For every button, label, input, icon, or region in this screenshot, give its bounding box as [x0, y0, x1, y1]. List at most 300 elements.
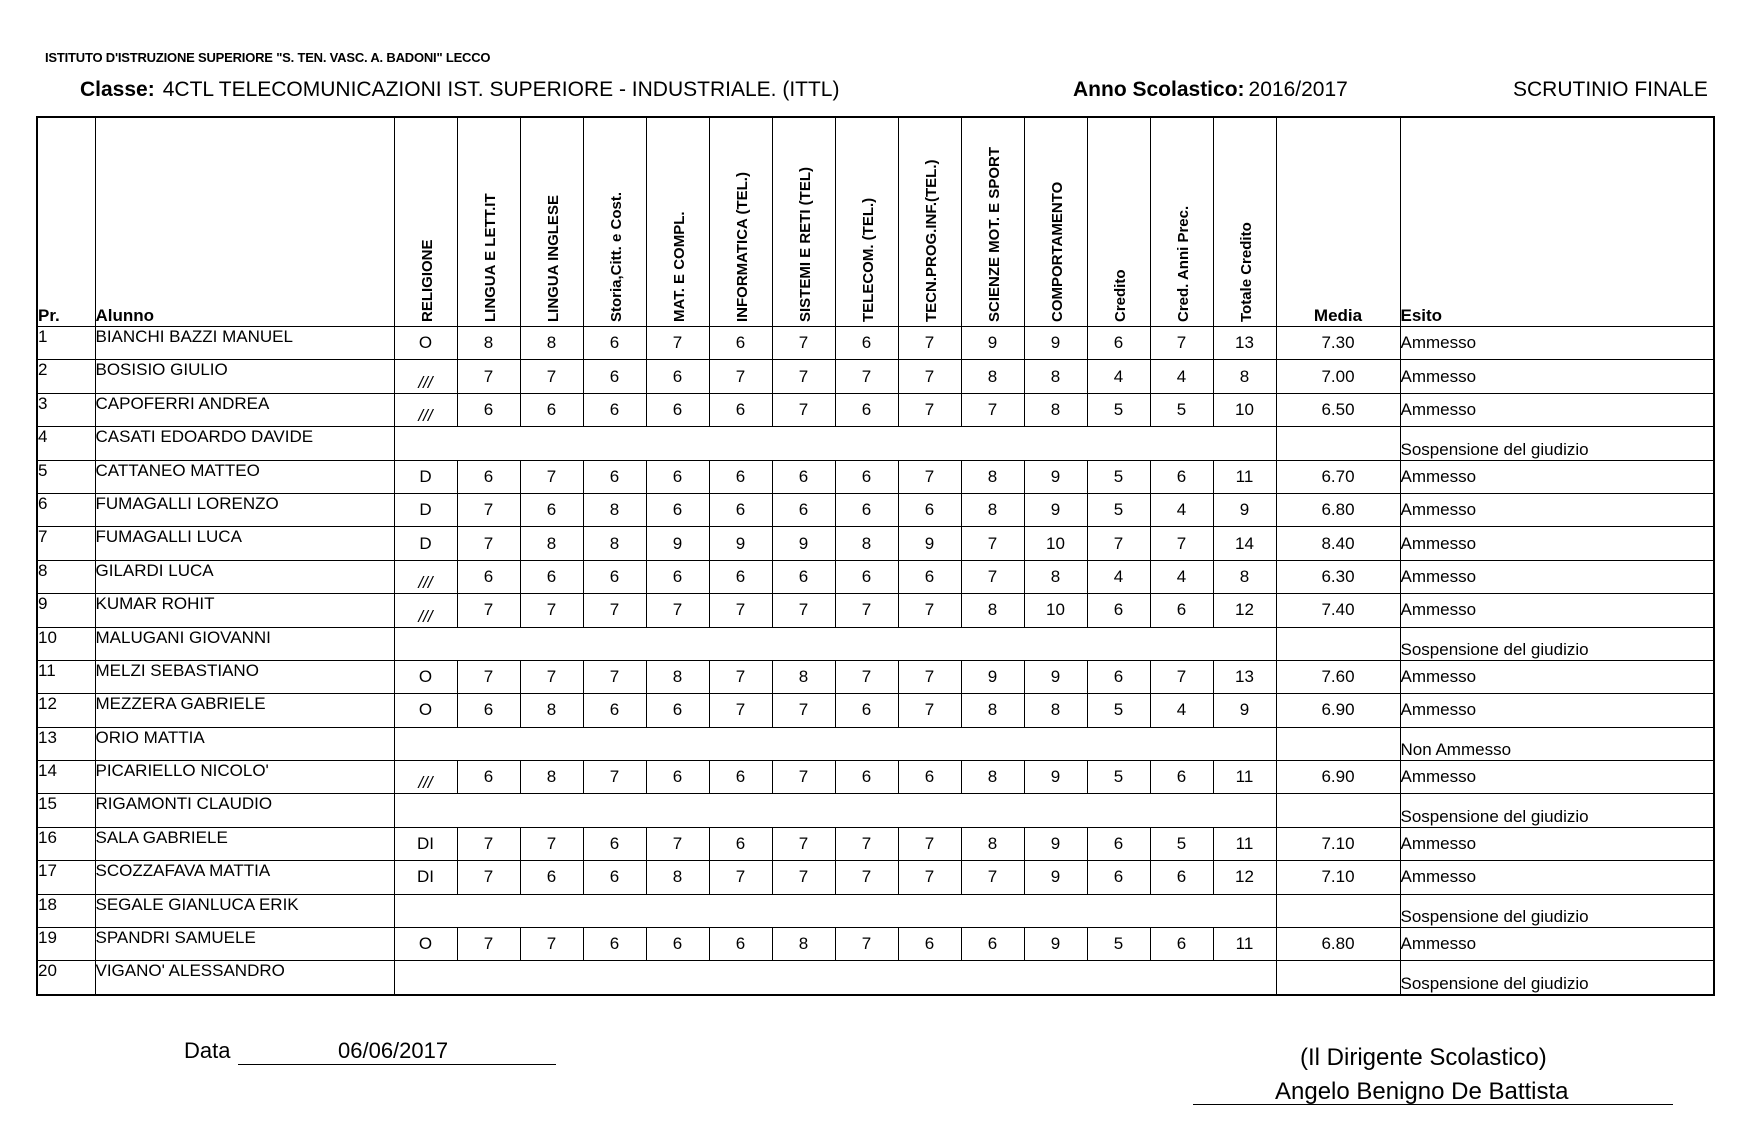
- average-value: 7.30: [1276, 327, 1400, 360]
- column-header-subject: [1150, 117, 1213, 327]
- table-row: [37, 527, 1714, 560]
- grade-cell: 6: [646, 761, 709, 794]
- student-name: CASATI EDOARDO DAVIDE: [95, 427, 394, 460]
- row-number: 11: [37, 660, 95, 693]
- grade-cell: 7: [961, 861, 1024, 894]
- grade-cell: 6: [709, 928, 772, 961]
- grade-cell: 6: [898, 560, 961, 593]
- grade-cell: 7: [772, 761, 835, 794]
- grade-cell: 7: [835, 827, 898, 860]
- grade-cell: 5: [1150, 827, 1213, 860]
- grade-cell: 9: [1024, 861, 1087, 894]
- grade-cell: 6: [1150, 761, 1213, 794]
- grade-cell: 8: [1024, 694, 1087, 727]
- grade-cell: 6: [457, 694, 520, 727]
- grade-cell: 7: [898, 460, 961, 493]
- outcome-value: Sospensione del giudizio: [1400, 627, 1714, 660]
- grade-cell: 7: [457, 928, 520, 961]
- row-number: 17: [37, 861, 95, 894]
- grade-cell: 7: [772, 827, 835, 860]
- grade-cell: 5: [1087, 928, 1150, 961]
- grade-cell: 7: [898, 360, 961, 393]
- grade-cell: 7: [772, 393, 835, 426]
- grade-cell: 6: [772, 460, 835, 493]
- grade-cell: 6: [583, 460, 646, 493]
- class-label: Classe:: [80, 78, 155, 101]
- grade-cell: 6: [898, 761, 961, 794]
- grade-cell: 6: [1150, 861, 1213, 894]
- grade-cell: 6: [898, 493, 961, 526]
- row-number: 12: [37, 694, 95, 727]
- table-header-row: [37, 117, 1714, 327]
- grade-cell: 6: [1087, 594, 1150, 627]
- outcome-value: Ammesso: [1400, 527, 1714, 560]
- religion-grade: ///: [394, 761, 457, 794]
- grade-cell: 7: [709, 660, 772, 693]
- grade-cell: 7: [898, 861, 961, 894]
- outcome-value: Ammesso: [1400, 460, 1714, 493]
- grade-cell: 7: [583, 761, 646, 794]
- grade-cell: 8: [961, 493, 1024, 526]
- outcome-value: Ammesso: [1400, 694, 1714, 727]
- outcome-value: Ammesso: [1400, 393, 1714, 426]
- grade-cell: 5: [1087, 761, 1150, 794]
- average-value: [1276, 794, 1400, 827]
- table-row: [37, 493, 1714, 526]
- grade-cell: 7: [961, 560, 1024, 593]
- table-row: [37, 327, 1714, 360]
- grade-cell: 8: [520, 694, 583, 727]
- grade-cell: 6: [772, 493, 835, 526]
- grade-cell: 6: [709, 560, 772, 593]
- student-name: BIANCHI BAZZI MANUEL: [95, 327, 394, 360]
- grade-cell: 6: [457, 560, 520, 593]
- grade-cell: 4: [1150, 493, 1213, 526]
- grade-cell: 4: [1087, 360, 1150, 393]
- religion-grade: ///: [394, 360, 457, 393]
- grade-cell: 6: [709, 761, 772, 794]
- column-header-subject: [1087, 117, 1150, 327]
- grade-cell: 7: [772, 360, 835, 393]
- grade-cell: 7: [457, 594, 520, 627]
- column-header-esito: Esito: [1400, 117, 1714, 327]
- grade-cell: 6: [835, 761, 898, 794]
- school-year-line: [1073, 78, 1348, 102]
- grade-cell: 7: [646, 827, 709, 860]
- grade-cell: 6: [1150, 594, 1213, 627]
- subject-label: RELIGIONE: [418, 239, 436, 322]
- outcome-value: Ammesso: [1400, 660, 1714, 693]
- grade-cell: 6: [520, 493, 583, 526]
- empty-grades-cell: [394, 794, 1276, 827]
- grade-cell: 5: [1150, 393, 1213, 426]
- grade-cell: 6: [457, 460, 520, 493]
- column-header-subject: [394, 117, 457, 327]
- signature-line: [1193, 1104, 1673, 1105]
- grade-cell: 7: [898, 827, 961, 860]
- grade-cell: 4: [1150, 694, 1213, 727]
- grade-cell: 6: [1150, 460, 1213, 493]
- religion-grade: DI: [394, 861, 457, 894]
- outcome-value: Sospensione del giudizio: [1400, 894, 1714, 927]
- average-value: 6.30: [1276, 560, 1400, 593]
- religion-grade: O: [394, 660, 457, 693]
- religion-grade: ///: [394, 393, 457, 426]
- outcome-value: Ammesso: [1400, 594, 1714, 627]
- grade-cell: 8: [961, 827, 1024, 860]
- student-name: KUMAR ROHIT: [95, 594, 394, 627]
- average-value: [1276, 627, 1400, 660]
- grade-cell: 6: [646, 393, 709, 426]
- outcome-value: Ammesso: [1400, 327, 1714, 360]
- date-underline: [238, 1064, 556, 1065]
- grade-cell: 8: [520, 761, 583, 794]
- grade-cell: 7: [520, 928, 583, 961]
- grade-cell: 7: [898, 594, 961, 627]
- table-row: [37, 827, 1714, 860]
- average-value: 6.80: [1276, 493, 1400, 526]
- column-header-subject: [1213, 117, 1276, 327]
- row-number: 14: [37, 761, 95, 794]
- student-name: RIGAMONTI CLAUDIO: [95, 794, 394, 827]
- grade-cell: 12: [1213, 861, 1276, 894]
- average-value: [1276, 427, 1400, 460]
- average-value: 6.90: [1276, 694, 1400, 727]
- grade-cell: 6: [772, 560, 835, 593]
- grade-cell: 8: [961, 594, 1024, 627]
- row-number: 10: [37, 627, 95, 660]
- row-number: 15: [37, 794, 95, 827]
- grade-cell: 7: [772, 861, 835, 894]
- grade-cell: 8: [961, 694, 1024, 727]
- grade-cell: 6: [583, 928, 646, 961]
- subject-label: LINGUA INGLESE: [544, 195, 562, 322]
- grade-cell: 7: [1150, 660, 1213, 693]
- table-row: [37, 460, 1714, 493]
- grade-cell: 7: [1087, 527, 1150, 560]
- student-name: MEZZERA GABRIELE: [95, 694, 394, 727]
- school-year-label: Anno Scolastico:: [1073, 78, 1245, 101]
- grade-cell: 7: [457, 827, 520, 860]
- grade-cell: 6: [709, 393, 772, 426]
- student-name: CATTANEO MATTEO: [95, 460, 394, 493]
- grade-cell: 9: [772, 527, 835, 560]
- grade-cell: 7: [583, 594, 646, 627]
- table-row: [37, 660, 1714, 693]
- grade-cell: 6: [583, 360, 646, 393]
- grade-cell: 5: [1087, 393, 1150, 426]
- principal-title: (Il Dirigente Scolastico): [1300, 1044, 1547, 1071]
- grade-cell: 11: [1213, 827, 1276, 860]
- row-number: 16: [37, 827, 95, 860]
- grade-cell: 7: [961, 393, 1024, 426]
- grade-cell: 11: [1213, 928, 1276, 961]
- grade-cell: 7: [709, 861, 772, 894]
- grade-cell: 6: [1087, 827, 1150, 860]
- grade-cell: 9: [961, 660, 1024, 693]
- subject-label: SISTEMI E RETI (TEL): [796, 166, 814, 322]
- student-name: GILARDI LUCA: [95, 560, 394, 593]
- table-row: [37, 627, 1714, 660]
- grade-cell: 9: [1024, 460, 1087, 493]
- grade-cell: 7: [898, 327, 961, 360]
- grade-cell: 6: [835, 327, 898, 360]
- grade-cell: 6: [646, 694, 709, 727]
- grade-cell: 6: [835, 493, 898, 526]
- student-name: SALA GABRIELE: [95, 827, 394, 860]
- grade-cell: 6: [835, 694, 898, 727]
- column-header-subject: [772, 117, 835, 327]
- grade-cell: 6: [835, 560, 898, 593]
- grade-cell: 7: [835, 360, 898, 393]
- grade-cell: 7: [772, 327, 835, 360]
- grade-cell: 7: [1150, 527, 1213, 560]
- student-name: SPANDRI SAMUELE: [95, 928, 394, 961]
- table-row: [37, 727, 1714, 760]
- column-header-media: Media: [1276, 117, 1400, 327]
- grade-cell: 6: [520, 393, 583, 426]
- outcome-value: Ammesso: [1400, 560, 1714, 593]
- grade-cell: 8: [457, 327, 520, 360]
- row-number: 8: [37, 560, 95, 593]
- grade-cell: 8: [646, 660, 709, 693]
- grade-cell: 7: [961, 527, 1024, 560]
- grade-cell: 8: [520, 327, 583, 360]
- grade-cell: 7: [457, 861, 520, 894]
- grade-cell: 6: [583, 861, 646, 894]
- grade-cell: 7: [457, 527, 520, 560]
- religion-grade: O: [394, 327, 457, 360]
- grade-cell: 9: [1213, 694, 1276, 727]
- class-value: 4CTL TELECOMUNICAZIONI IST. SUPERIORE - INDUSTRIALE. (ITTL): [162, 78, 840, 101]
- table-row: [37, 761, 1714, 794]
- grade-cell: 6: [583, 560, 646, 593]
- row-number: 2: [37, 360, 95, 393]
- religion-grade: D: [394, 460, 457, 493]
- grade-cell: 9: [1024, 761, 1087, 794]
- outcome-value: Ammesso: [1400, 493, 1714, 526]
- grade-cell: 6: [709, 460, 772, 493]
- student-name: VIGANO' ALESSANDRO: [95, 961, 394, 995]
- row-number: 9: [37, 594, 95, 627]
- grade-cell: 8: [961, 460, 1024, 493]
- grade-cell: 6: [1087, 660, 1150, 693]
- outcome-value: Ammesso: [1400, 861, 1714, 894]
- grade-cell: 10: [1024, 594, 1087, 627]
- grade-cell: 9: [898, 527, 961, 560]
- column-header-subject: [961, 117, 1024, 327]
- table-row: [37, 427, 1714, 460]
- average-value: [1276, 727, 1400, 760]
- grade-cell: 7: [457, 493, 520, 526]
- grade-cell: 7: [520, 827, 583, 860]
- religion-grade: O: [394, 694, 457, 727]
- school-year-value: 2016/2017: [1248, 78, 1348, 101]
- grade-cell: 7: [709, 360, 772, 393]
- grade-cell: 7: [457, 360, 520, 393]
- religion-grade: ///: [394, 594, 457, 627]
- student-name: FUMAGALLI LUCA: [95, 527, 394, 560]
- column-header-subject: [1024, 117, 1087, 327]
- grade-cell: 7: [709, 594, 772, 627]
- row-number: 13: [37, 727, 95, 760]
- grade-cell: 5: [1087, 460, 1150, 493]
- grade-cell: 6: [1150, 928, 1213, 961]
- grade-cell: 11: [1213, 761, 1276, 794]
- date-label: Data: [184, 1038, 231, 1063]
- outcome-value: Ammesso: [1400, 827, 1714, 860]
- average-value: 8.40: [1276, 527, 1400, 560]
- outcome-value: Sospensione del giudizio: [1400, 794, 1714, 827]
- row-number: 3: [37, 393, 95, 426]
- student-name: MALUGANI GIOVANNI: [95, 627, 394, 660]
- grade-cell: 8: [1213, 560, 1276, 593]
- grade-cell: 6: [583, 827, 646, 860]
- institute-name: ISTITUTO D'ISTRUZIONE SUPERIORE "S. TEN. VASC. A. BADONI" LECCO: [45, 50, 491, 65]
- grade-cell: 4: [1150, 560, 1213, 593]
- grade-cell: 6: [961, 928, 1024, 961]
- grade-cell: 14: [1213, 527, 1276, 560]
- average-value: 7.60: [1276, 660, 1400, 693]
- grade-cell: 8: [772, 660, 835, 693]
- religion-grade: D: [394, 493, 457, 526]
- student-name: SCOZZAFAVA MATTIA: [95, 861, 394, 894]
- table-row: [37, 560, 1714, 593]
- grade-cell: 7: [898, 660, 961, 693]
- grade-cell: 6: [583, 327, 646, 360]
- grade-cell: 5: [1087, 694, 1150, 727]
- grade-cell: 6: [520, 861, 583, 894]
- subject-label: Storia,Citt. e Cost.: [607, 191, 625, 322]
- outcome-value: Ammesso: [1400, 761, 1714, 794]
- date-value: 06/06/2017: [338, 1038, 449, 1063]
- empty-grades-cell: [394, 894, 1276, 927]
- grade-cell: 13: [1213, 327, 1276, 360]
- class-line: [80, 78, 839, 102]
- grade-cell: 13: [1213, 660, 1276, 693]
- grade-cell: 8: [520, 527, 583, 560]
- subject-label: Totale Credito: [1237, 222, 1255, 322]
- student-name: SEGALE GIANLUCA ERIK: [95, 894, 394, 927]
- table-row: [37, 360, 1714, 393]
- row-number: 19: [37, 928, 95, 961]
- grade-cell: 8: [1024, 360, 1087, 393]
- grade-cell: 7: [520, 594, 583, 627]
- average-value: [1276, 894, 1400, 927]
- average-value: 6.90: [1276, 761, 1400, 794]
- table-body: [37, 327, 1714, 995]
- grade-cell: 7: [709, 694, 772, 727]
- average-value: [1276, 961, 1400, 995]
- grade-cell: 6: [898, 928, 961, 961]
- empty-grades-cell: [394, 427, 1276, 460]
- grade-cell: 8: [1024, 560, 1087, 593]
- subject-label: Credito: [1111, 269, 1129, 322]
- grade-cell: 8: [1213, 360, 1276, 393]
- grade-cell: 9: [1024, 660, 1087, 693]
- grade-cell: 7: [898, 694, 961, 727]
- empty-grades-cell: [394, 627, 1276, 660]
- subject-label: MAT. E COMPL.: [670, 211, 688, 322]
- average-value: 7.40: [1276, 594, 1400, 627]
- grade-cell: 7: [520, 360, 583, 393]
- outcome-value: Ammesso: [1400, 928, 1714, 961]
- column-header-alunno: Alunno: [95, 117, 394, 327]
- grade-cell: 9: [1024, 493, 1087, 526]
- average-value: 6.50: [1276, 393, 1400, 426]
- grade-cell: 6: [709, 493, 772, 526]
- subject-label: INFORMATICA (TEL.): [733, 172, 751, 322]
- subject-label: TECN.PROG.INF.(TEL.): [922, 159, 940, 322]
- column-header-subject: [835, 117, 898, 327]
- table-row: [37, 594, 1714, 627]
- grade-cell: 6: [646, 493, 709, 526]
- grade-cell: 10: [1024, 527, 1087, 560]
- grade-cell: 6: [646, 360, 709, 393]
- row-number: 4: [37, 427, 95, 460]
- row-number: 5: [37, 460, 95, 493]
- grade-cell: 7: [646, 327, 709, 360]
- grade-cell: 8: [772, 928, 835, 961]
- average-value: 6.70: [1276, 460, 1400, 493]
- grade-cell: 9: [709, 527, 772, 560]
- grade-cell: 8: [583, 493, 646, 526]
- grades-table: [36, 116, 1715, 996]
- outcome-value: Sospensione del giudizio: [1400, 427, 1714, 460]
- table-row: [37, 928, 1714, 961]
- grade-cell: 5: [1087, 493, 1150, 526]
- grade-cell: 4: [1087, 560, 1150, 593]
- column-header-subject: [520, 117, 583, 327]
- row-number: 20: [37, 961, 95, 995]
- grade-cell: 7: [457, 660, 520, 693]
- grade-cell: 4: [1150, 360, 1213, 393]
- table-row: [37, 861, 1714, 894]
- subject-label: SCIENZE MOT. E SPORT: [985, 146, 1003, 322]
- grade-cell: 9: [1024, 928, 1087, 961]
- grade-cell: 6: [709, 327, 772, 360]
- religion-grade: DI: [394, 827, 457, 860]
- student-name: BOSISIO GIULIO: [95, 360, 394, 393]
- grade-cell: 6: [1087, 327, 1150, 360]
- grade-cell: 9: [961, 327, 1024, 360]
- table-row: [37, 694, 1714, 727]
- column-header-subject: [898, 117, 961, 327]
- grade-cell: 6: [1087, 861, 1150, 894]
- empty-grades-cell: [394, 961, 1276, 995]
- grade-cell: 6: [583, 694, 646, 727]
- grade-cell: 8: [961, 761, 1024, 794]
- grade-cell: 6: [835, 393, 898, 426]
- grade-cell: 7: [646, 594, 709, 627]
- subject-label: LINGUA E LETT.IT: [481, 193, 499, 322]
- grade-cell: 7: [835, 660, 898, 693]
- grade-cell: 6: [835, 460, 898, 493]
- grade-cell: 10: [1213, 393, 1276, 426]
- grade-cell: 7: [835, 928, 898, 961]
- outcome-value: Sospensione del giudizio: [1400, 961, 1714, 995]
- student-name: FUMAGALLI LORENZO: [95, 493, 394, 526]
- grade-cell: 7: [583, 660, 646, 693]
- grade-cell: 6: [457, 761, 520, 794]
- grade-cell: 6: [709, 827, 772, 860]
- outcome-value: Non Ammesso: [1400, 727, 1714, 760]
- religion-grade: O: [394, 928, 457, 961]
- grade-cell: 6: [646, 560, 709, 593]
- subject-label: TELECOM. (TEL.): [859, 197, 877, 322]
- row-number: 18: [37, 894, 95, 927]
- grade-cell: 7: [520, 460, 583, 493]
